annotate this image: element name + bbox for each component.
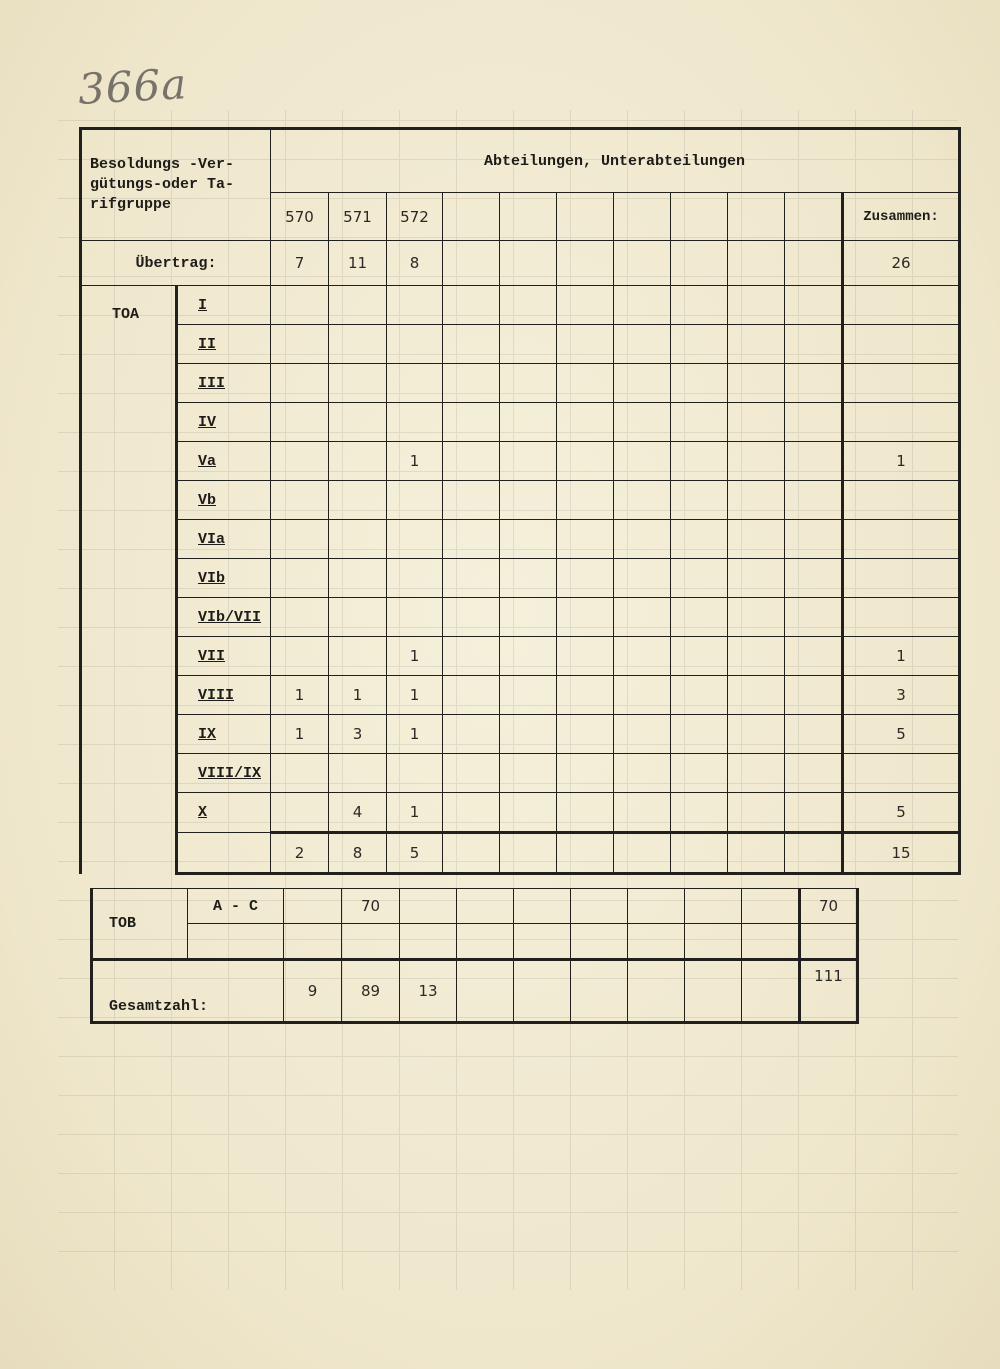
cell — [514, 889, 571, 924]
cell — [571, 889, 628, 924]
personnel-table-upper — [79, 127, 961, 875]
cell — [785, 286, 843, 325]
toa-value — [329, 325, 387, 364]
total-label: Zusammen: — [843, 193, 960, 241]
cell — [514, 924, 571, 960]
tob-571: 70 — [342, 889, 400, 924]
toa-grade: IX — [177, 715, 271, 754]
archive-number: 366a — [76, 59, 189, 114]
cell — [728, 364, 785, 403]
toa-value: 1 — [271, 676, 329, 715]
cell — [785, 403, 843, 442]
toa-value — [271, 754, 329, 793]
toa-total: 5 — [843, 715, 960, 754]
cell — [557, 715, 614, 754]
toa-value: 4 — [329, 793, 387, 833]
cell — [443, 598, 500, 637]
toa-grade: VIII/IX — [177, 754, 271, 793]
toa-total: 1 — [843, 637, 960, 676]
department-empty — [614, 193, 671, 241]
toa-value — [271, 559, 329, 598]
cell — [614, 364, 671, 403]
cell — [614, 637, 671, 676]
department-empty — [443, 193, 500, 241]
cell — [500, 325, 557, 364]
department-empty — [557, 193, 614, 241]
cell — [728, 793, 785, 833]
cell — [443, 241, 500, 286]
cell — [500, 598, 557, 637]
toa-value — [387, 325, 443, 364]
cell — [728, 481, 785, 520]
cell — [671, 481, 728, 520]
cell — [188, 924, 284, 960]
cell — [500, 520, 557, 559]
cell — [614, 286, 671, 325]
toa-value: 1 — [387, 637, 443, 676]
cell — [685, 889, 742, 924]
cell — [728, 403, 785, 442]
cell — [500, 754, 557, 793]
cell — [457, 924, 514, 960]
toa-value — [329, 637, 387, 676]
cell — [728, 286, 785, 325]
cell — [785, 325, 843, 364]
toa-grade: Va — [177, 442, 271, 481]
toa-value — [271, 403, 329, 442]
toa-total — [843, 364, 960, 403]
cell — [443, 754, 500, 793]
toa-value — [387, 559, 443, 598]
cell — [557, 403, 614, 442]
toa-total — [843, 325, 960, 364]
toa-value — [271, 325, 329, 364]
group-label: Besoldungs -Ver- gütungs-oder Ta- rifgruppe — [81, 129, 271, 241]
cell — [443, 559, 500, 598]
cell — [785, 241, 843, 286]
toa-total — [843, 403, 960, 442]
table-row — [81, 637, 960, 676]
toa-subtotal-value: 2 — [271, 833, 329, 874]
cell — [671, 637, 728, 676]
cell — [443, 715, 500, 754]
cell — [728, 598, 785, 637]
cell — [785, 559, 843, 598]
toa-value: 3 — [329, 715, 387, 754]
grand-total-572: 13 — [400, 960, 457, 1023]
toa-value — [271, 481, 329, 520]
toa-value: 1 — [387, 715, 443, 754]
table-row — [81, 559, 960, 598]
cell — [342, 924, 400, 960]
cell — [728, 325, 785, 364]
cell — [514, 960, 571, 1023]
toa-value — [387, 481, 443, 520]
cell — [742, 960, 800, 1023]
table-row — [81, 325, 960, 364]
cell — [614, 754, 671, 793]
cell — [728, 754, 785, 793]
cell — [728, 241, 785, 286]
toa-value — [387, 364, 443, 403]
toa-grade: VIb/VII — [177, 598, 271, 637]
toa-value — [271, 442, 329, 481]
cell — [614, 520, 671, 559]
toa-value — [387, 754, 443, 793]
cell — [614, 715, 671, 754]
cell — [557, 559, 614, 598]
cell — [457, 960, 514, 1023]
cell — [671, 325, 728, 364]
toa-value — [329, 403, 387, 442]
cell — [671, 833, 728, 874]
toa-subtotal-total: 15 — [843, 833, 960, 874]
cell — [443, 637, 500, 676]
table-row — [81, 286, 960, 325]
cell — [671, 364, 728, 403]
toa-subtotal-value: 8 — [329, 833, 387, 874]
carry-total: 26 — [843, 241, 960, 286]
cell — [685, 960, 742, 1023]
table-row — [81, 481, 960, 520]
cell — [671, 754, 728, 793]
cell — [443, 403, 500, 442]
cell — [785, 481, 843, 520]
toa-value — [387, 520, 443, 559]
table-row — [81, 364, 960, 403]
cell — [614, 481, 671, 520]
cell — [614, 676, 671, 715]
toa-total: 1 — [843, 442, 960, 481]
cell — [443, 286, 500, 325]
cell — [443, 364, 500, 403]
cell — [785, 833, 843, 874]
cell — [557, 520, 614, 559]
cell — [557, 286, 614, 325]
cell — [500, 559, 557, 598]
cell — [728, 559, 785, 598]
toa-value — [271, 364, 329, 403]
cell — [500, 442, 557, 481]
table-row — [81, 676, 960, 715]
cell — [785, 715, 843, 754]
toa-total — [843, 286, 960, 325]
cell — [800, 924, 858, 960]
cell — [500, 715, 557, 754]
cell — [671, 715, 728, 754]
department-empty — [785, 193, 843, 241]
toa-value — [329, 442, 387, 481]
cell — [443, 520, 500, 559]
cell — [728, 520, 785, 559]
department-empty — [671, 193, 728, 241]
toa-subtotal-row — [81, 833, 960, 874]
grand-total: 111 — [800, 960, 858, 1023]
cell — [785, 637, 843, 676]
cell — [443, 481, 500, 520]
toa-value — [329, 754, 387, 793]
carry-label: Übertrag: — [81, 241, 271, 286]
toa-label: TOA — [81, 286, 177, 874]
toa-value — [329, 520, 387, 559]
cell — [557, 481, 614, 520]
cell — [614, 241, 671, 286]
tob-572 — [400, 889, 457, 924]
cell — [785, 442, 843, 481]
toa-value — [271, 598, 329, 637]
cell — [457, 889, 514, 924]
departments-label: Abteilungen, Unterabteilungen — [271, 129, 960, 193]
toa-total — [843, 559, 960, 598]
toa-value — [329, 364, 387, 403]
table-row — [81, 715, 960, 754]
table-row — [81, 442, 960, 481]
carry-571: 11 — [329, 241, 387, 286]
cell — [785, 754, 843, 793]
department-empty — [728, 193, 785, 241]
cell — [614, 325, 671, 364]
cell — [614, 598, 671, 637]
cell — [500, 403, 557, 442]
cell — [785, 676, 843, 715]
cell — [671, 793, 728, 833]
cell — [728, 442, 785, 481]
grand-total-571: 89 — [342, 960, 400, 1023]
toa-grade: III — [177, 364, 271, 403]
cell — [571, 960, 628, 1023]
toa-value — [387, 598, 443, 637]
cell — [443, 325, 500, 364]
cell — [728, 715, 785, 754]
toa-grade: I — [177, 286, 271, 325]
toa-value — [271, 793, 329, 833]
cell — [500, 481, 557, 520]
cell — [671, 598, 728, 637]
cell — [671, 286, 728, 325]
cell — [284, 924, 342, 960]
toa-grade: VIII — [177, 676, 271, 715]
cell — [614, 442, 671, 481]
cell — [500, 286, 557, 325]
table-row — [81, 754, 960, 793]
cell — [500, 833, 557, 874]
toa-value — [271, 286, 329, 325]
cell — [671, 403, 728, 442]
grand-total-570: 9 — [284, 960, 342, 1023]
toa-grade: VIa — [177, 520, 271, 559]
grand-total-label: Gesamtzahl: — [92, 960, 284, 1023]
department-571: 571 — [329, 193, 387, 241]
department-572: 572 — [387, 193, 443, 241]
cell — [671, 520, 728, 559]
cell — [557, 793, 614, 833]
toa-value — [387, 286, 443, 325]
cell — [400, 924, 457, 960]
toa-value — [329, 286, 387, 325]
cell — [614, 833, 671, 874]
cell — [557, 325, 614, 364]
toa-grade: VIb — [177, 559, 271, 598]
cell — [500, 241, 557, 286]
cell — [785, 793, 843, 833]
cell — [557, 598, 614, 637]
toa-value: 1 — [387, 676, 443, 715]
toa-value — [329, 559, 387, 598]
toa-grade: X — [177, 793, 271, 833]
toa-total — [843, 598, 960, 637]
cell — [742, 889, 800, 924]
toa-total — [843, 520, 960, 559]
cell — [728, 676, 785, 715]
carry-572: 8 — [387, 241, 443, 286]
cell — [557, 676, 614, 715]
tob-grade: A - C — [188, 889, 284, 924]
cell — [728, 637, 785, 676]
toa-grade: Vb — [177, 481, 271, 520]
cell — [671, 676, 728, 715]
toa-value — [329, 598, 387, 637]
cell — [728, 833, 785, 874]
toa-total: 5 — [843, 793, 960, 833]
cell — [614, 403, 671, 442]
toa-value: 1 — [387, 793, 443, 833]
cell — [671, 559, 728, 598]
cell — [785, 520, 843, 559]
cell — [614, 793, 671, 833]
toa-grade: VII — [177, 637, 271, 676]
carry-570: 7 — [271, 241, 329, 286]
cell — [685, 924, 742, 960]
toa-value: 1 — [329, 676, 387, 715]
department-570: 570 — [271, 193, 329, 241]
cell — [557, 833, 614, 874]
cell — [628, 924, 685, 960]
tob-total: 70 — [800, 889, 858, 924]
cell — [500, 793, 557, 833]
cell — [443, 676, 500, 715]
cell — [785, 364, 843, 403]
cell — [500, 364, 557, 403]
table-row — [81, 793, 960, 833]
cell — [177, 833, 271, 874]
cell — [614, 559, 671, 598]
cell — [571, 924, 628, 960]
cell — [628, 889, 685, 924]
toa-total — [843, 481, 960, 520]
table-row — [81, 520, 960, 559]
department-empty — [500, 193, 557, 241]
toa-value — [271, 520, 329, 559]
table-row — [81, 598, 960, 637]
cell — [557, 241, 614, 286]
cell — [557, 364, 614, 403]
toa-value — [271, 637, 329, 676]
toa-value: 1 — [387, 442, 443, 481]
toa-grade: IV — [177, 403, 271, 442]
cell — [628, 960, 685, 1023]
toa-value — [387, 403, 443, 442]
table-row — [81, 403, 960, 442]
toa-value — [329, 481, 387, 520]
cell — [671, 442, 728, 481]
toa-total — [843, 754, 960, 793]
toa-total: 3 — [843, 676, 960, 715]
toa-grade: II — [177, 325, 271, 364]
tob-570 — [284, 889, 342, 924]
cell — [443, 833, 500, 874]
tob-label: TOB — [92, 889, 188, 960]
cell — [500, 637, 557, 676]
cell — [785, 598, 843, 637]
personnel-table-lower — [90, 888, 979, 1024]
toa-subtotal-value: 5 — [387, 833, 443, 874]
cell — [671, 241, 728, 286]
cell — [742, 924, 800, 960]
cell — [443, 442, 500, 481]
cell — [557, 754, 614, 793]
cell — [443, 793, 500, 833]
toa-value: 1 — [271, 715, 329, 754]
cell — [557, 442, 614, 481]
cell — [557, 637, 614, 676]
cell — [500, 676, 557, 715]
